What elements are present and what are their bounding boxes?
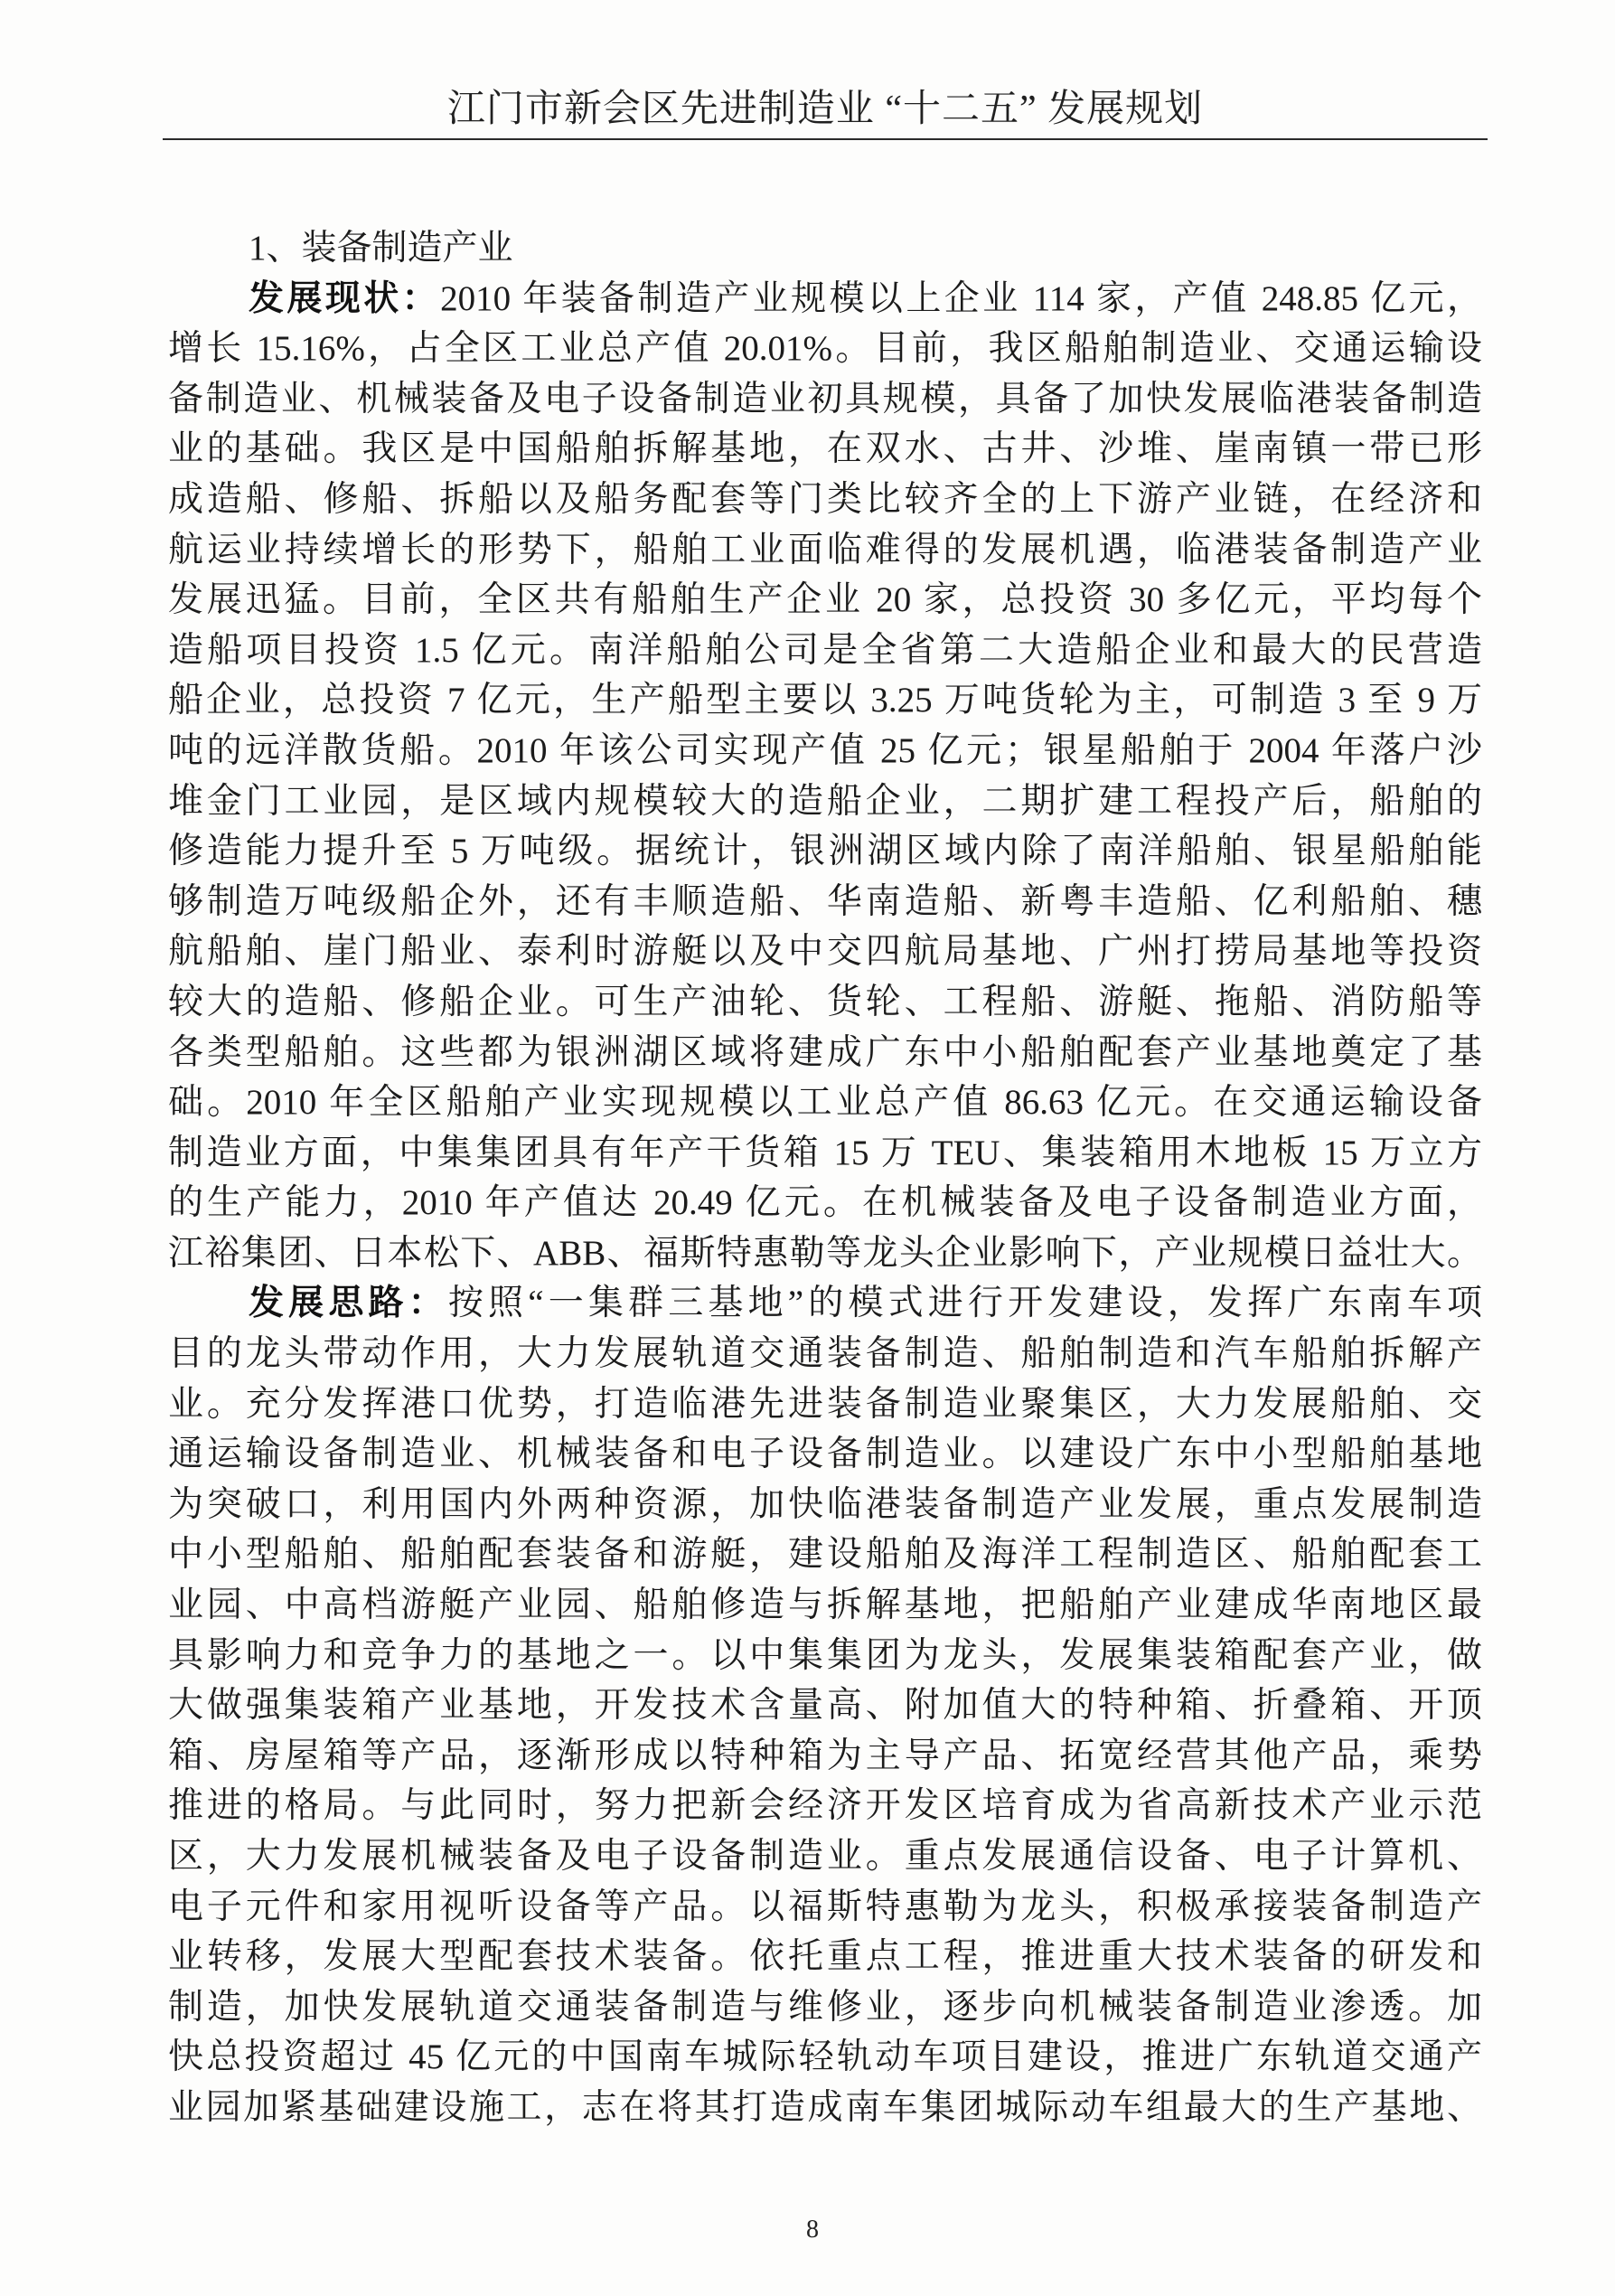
text-line-content: 按照“一集群三基地”的模式进行开发建设，发挥广东南车项 bbox=[447, 1284, 1482, 1323]
header-title: 江门市新会区先进制造业 “十二五” 发展规划 bbox=[446, 89, 1204, 130]
text-line: 够制造万吨级船企外，还有丰顺造船、华南造船、新粤丰造船、亿利船舶、穗 bbox=[168, 881, 1482, 921]
text-line: 区，大力发展机械装备及电子设备制造业。重点发展通信设备、电子计算机、 bbox=[168, 1837, 1482, 1876]
text-line: 业。充分发挥港口优势，打造临港先进装备制造业聚集区，大力发展船舶、交 bbox=[168, 1384, 1482, 1424]
paragraph-label: 发展思路： bbox=[249, 1284, 448, 1323]
text-line: 制造，加快发展轨道交通装备制造与维修业，逐步向机械装备制造业渗透。加 bbox=[168, 1987, 1482, 2027]
text-line bbox=[168, 274, 1482, 325]
text-line: 较大的造船、修船企业。可生产油轮、货轮、工程船、游艇、拖船、消防船等 bbox=[168, 982, 1482, 1021]
text-line: 箱、房屋箱等产品，逐渐形成以特种箱为主导产品、拓宽经营其他产品，乘势 bbox=[168, 1736, 1482, 1775]
text-line: 业园加紧基础建设施工，志在将其打造成南车集团城际动车组最大的生产基地、 bbox=[168, 2087, 1482, 2127]
text-line: 为突破口，利用国内外两种资源，加快临港装备制造产业发展，重点发展制造 bbox=[168, 1484, 1482, 1524]
text-line: 中小型船舶、船舶配套装备和游艇，建设船舶及海洋工程制造区、船舶配套工 bbox=[168, 1535, 1482, 1575]
paragraph-label: 发展现状： bbox=[249, 278, 441, 318]
text-line: 具影响力和竞争力的基地之一。以中集集团为龙头，发展集装箱配套产业，做 bbox=[168, 1635, 1482, 1675]
text-line: 各类型船舶。这些都为银洲湖区域将建成广东中小船舶配套产业基地奠定了基 bbox=[168, 1032, 1482, 1072]
text-line: 造船项目投资 1.5 亿元。南洋船舶公司是全省第二大造船企业和最大的民营造 bbox=[168, 630, 1482, 670]
text-line: 业转移，发展大型配套技术装备。依托重点工程，推进重大技术装备的研发和 bbox=[168, 1937, 1482, 1977]
paragraph-development-plan bbox=[168, 1278, 1482, 2132]
text-line: 础。2010 年全区船舶产业实现规模以工业总产值 86.63 亿元。在交通运输设备 bbox=[168, 1083, 1482, 1123]
text-line: 目的龙头带动作用，大力发展轨道交通装备制造、船舶制造和汽车船舶拆解产 bbox=[168, 1334, 1482, 1374]
text-line: 修造能力提升至 5 万吨级。据统计，银洲湖区域内除了南洋船舶、银星船舶能 bbox=[168, 832, 1482, 871]
paragraph-current-status bbox=[168, 274, 1482, 1279]
text-line: 江裕集团、日本松下、ABB、福斯特惠勒等龙头企业影响下，产业规模日益壮大。 bbox=[168, 1233, 1482, 1273]
text-line: 航运业持续增长的形势下，船舶工业面临难得的发展机遇，临港装备制造产业 bbox=[168, 530, 1482, 569]
header-rule bbox=[163, 138, 1488, 140]
text-line-content: 2010 年装备制造产业规模以上企业 114 家，产值 248.85 亿元， bbox=[440, 278, 1482, 318]
text-line: 大做强集装箱产业基地，开发技术含量高、附加值大的特种箱、折叠箱、开顶 bbox=[168, 1686, 1482, 1726]
text-line: 制造业方面，中集集团具有年产干货箱 15 万 TEU、集装箱用木地板 15 万立方 bbox=[168, 1133, 1482, 1172]
text-line: 通运输设备制造业、机械装备和电子设备制造业。以建设广东中小型船舶基地 bbox=[168, 1435, 1482, 1474]
text-line: 的生产能力，2010 年产值达 20.49 亿元。在机械装备及电子设备制造业方面， bbox=[168, 1183, 1482, 1223]
text-line: 船企业，总投资 7 亿元，生产船型主要以 3.25 万吨货轮为主，可制造 3 至 9 万 bbox=[168, 681, 1482, 720]
text-line: 推进的格局。与此同时，努力把新会经济开发区培育成为省高新技术产业示范 bbox=[168, 1786, 1482, 1826]
page-number: 8 bbox=[806, 2216, 819, 2244]
text-line: 航船舶、崖门船业、泰利时游艇以及中交四航局基地、广州打捞局基地等投资 bbox=[168, 932, 1482, 972]
text-line: 快总投资超过 45 亿元的中国南车城际轻轨动车项目建设，推进广东轨道交通产 bbox=[168, 2037, 1482, 2077]
body-text bbox=[168, 223, 1482, 2133]
text-line: 吨的远洋散货船。2010 年该公司实现产值 25 亿元；银星船舶于 2004 年落户沙 bbox=[168, 730, 1482, 770]
text-line: 业园、中高档游艇产业园、船舶修造与拆解基地，把船舶产业建成华南地区最 bbox=[168, 1586, 1482, 1625]
text-line: 增长 15.16%，占全区工业总产值 20.01%。目前，我区船舶制造业、交通运输设 bbox=[168, 329, 1482, 369]
text-line: 成造船、修船、拆船以及船务配套等门类比较齐全的上下游产业链，在经济和 bbox=[168, 479, 1482, 519]
text-line: 备制造业、机械装备及电子设备制造业初具规模，具备了加快发展临港装备制造 bbox=[168, 379, 1482, 419]
section-heading: 1、装备制造产业 bbox=[249, 229, 513, 268]
text-line: 电子元件和家用视听设备等产品。以福斯特惠勒为龙头，积极承接装备制造产 bbox=[168, 1887, 1482, 1926]
text-line: 堆金门工业园，是区域内规模较大的造船企业，二期扩建工程投产后，船舶的 bbox=[168, 781, 1482, 821]
text-line: 发展迅猛。目前，全区共有船舶生产企业 20 家，总投资 30 多亿元，平均每个 bbox=[168, 580, 1482, 620]
text-line: 业的基础。我区是中国船舶拆解基地，在双水、古井、沙堆、崖南镇一带已形 bbox=[168, 429, 1482, 469]
text-line bbox=[168, 1278, 1482, 1329]
